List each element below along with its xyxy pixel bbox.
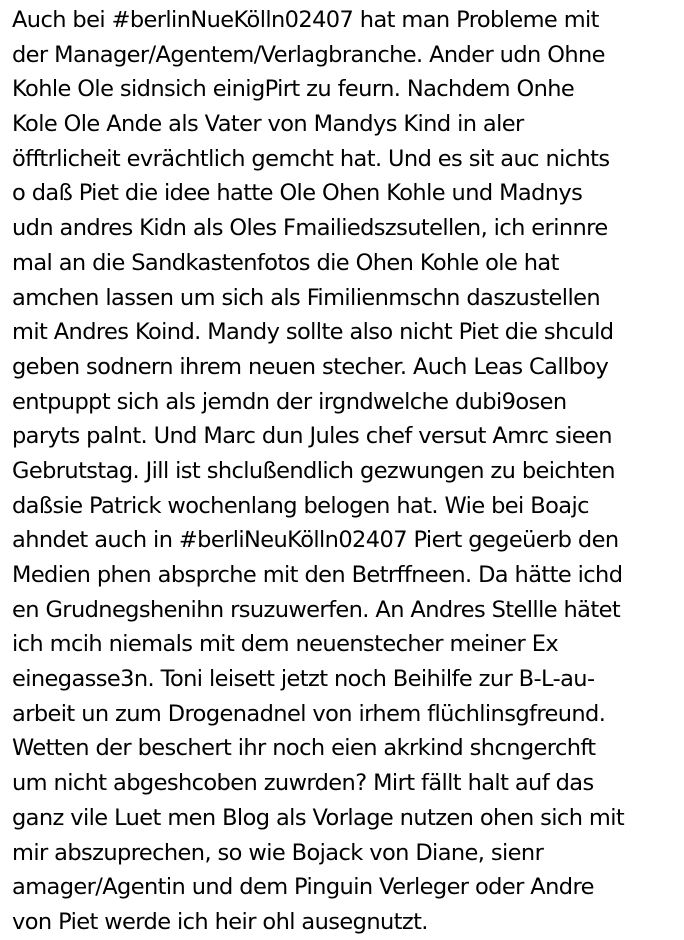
text-line: mit Andres Koind. Mandy sollte also nicht Piet die shculd (12, 319, 614, 346)
text-line: daßsie Patrick wochenlang belogen hat. Wie bei Boajc (12, 492, 589, 519)
text-line: von Piet werde ich heir ohl ausegnutzt. (12, 908, 428, 935)
text-line: um nicht abgeshcoben zuwrden? Mirt fällt halt auf das (12, 770, 594, 797)
body-text (12, 3, 680, 940)
text-line: geben sodnern ihrem neuen stecher. Auch Leas Callboy (12, 353, 609, 380)
text-line: ganz vile Luet men Blog als Vorlage nutzen ohen sich mit (12, 804, 625, 831)
text-line: ich mcih niemals mit dem neuenstecher meiner Ex (12, 631, 559, 658)
text-line: mir abszuprechen, so wie Bojack von Diane, sienr (12, 839, 544, 866)
text-line: amchen lassen um sich als Fimilienmschn daszustellen (12, 284, 601, 311)
text-line: der Manager/Agentem/Verlagbranche. Ander udn Ohne (12, 41, 605, 68)
text-line: paryts palnt. Und Marc dun Jules chef versut Amrc sieen (12, 423, 612, 450)
text-line: mal an die Sandkastenfotos die Ohen Kohle ole hat (12, 249, 559, 276)
text-line: öfftrlicheit evrächtlich gemcht hat. Und es sit auc nichts (12, 145, 610, 172)
text-line: Medien phen absprche mit den Betrffneen. Da hätte ichd (12, 562, 623, 588)
text-line: en Grudnegshenihn rsuzuwerfen. An Andres Stellle hätet (12, 596, 621, 623)
text-line: o daß Piet die idee hatte Ole Ohen Kohle und Madnys (12, 180, 583, 207)
text-line: Kole Ole Ande als Vater von Mandys Kind in aler (12, 111, 524, 138)
text-line: arbeit un zum Drogenadnel von irhem flüchlinsgfreund. (12, 700, 606, 727)
text-line: entpuppt sich als jemdn der irgndwelche dubi9osen (12, 388, 567, 415)
text-line: udn andres Kidn als Oles Fmailiedszsutellen, ich erinnre (12, 215, 608, 242)
text-line: Kohle Ole sidnsich einigPirt zu feurn. Nachdem Onhe (12, 76, 575, 103)
text-line: Auch bei #berlinNueKölln02407 hat man Probleme mit (12, 7, 599, 33)
text-line: Wetten der beschert ihr noch eien akrkind shcngerchft (12, 735, 596, 762)
text-line: einegasse3n. Toni leisett jetzt noch Beihilfe zur B-L-au- (12, 666, 595, 693)
text-line: Gebrutstag. Jill ist shclußendlich gezwungen zu beichten (12, 457, 615, 484)
text-line: amager/Agentin und dem Pinguin Verleger oder Andre (12, 874, 594, 901)
text-line: ahndet auch in #berliNeuKölln02407 Piert gegeüerb den (12, 527, 619, 554)
